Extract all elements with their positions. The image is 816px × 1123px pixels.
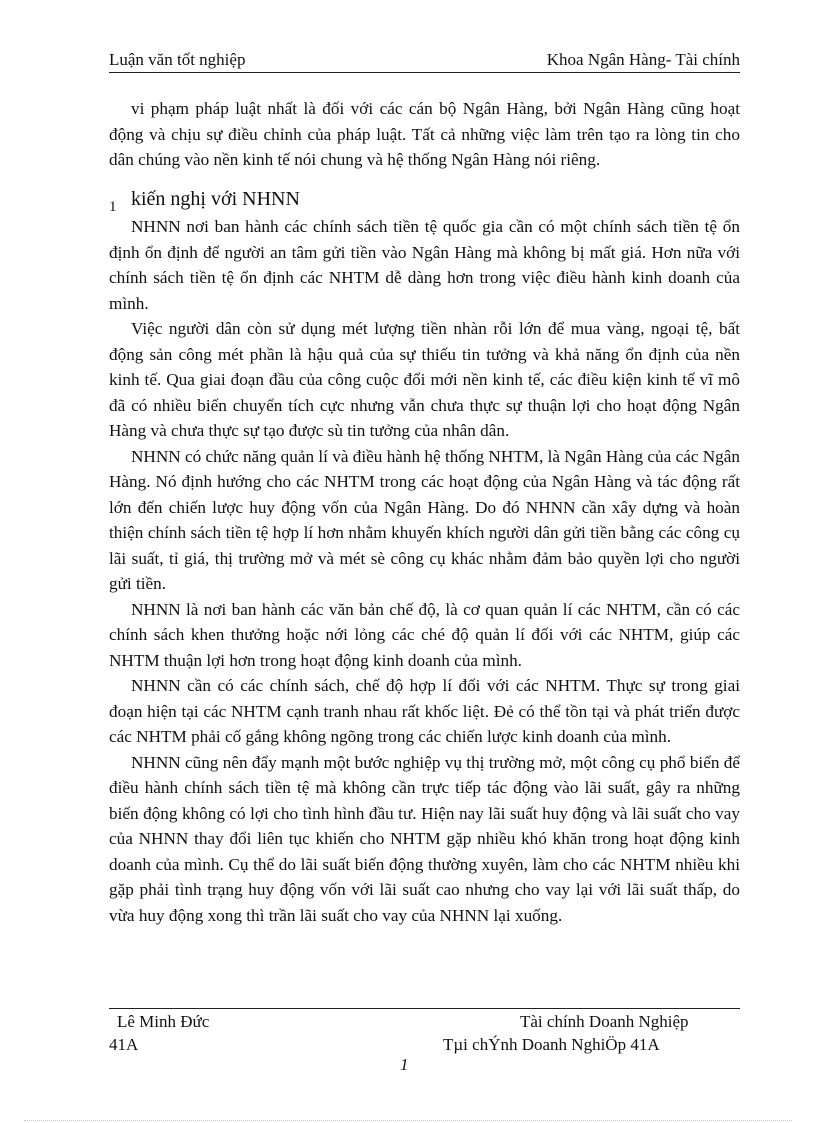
intro-paragraph: vi phạm pháp luật nhất là đối với các cán bộ Ngân Hàng, bởi Ngân Hàng cũng hoạt động và chịu sự điều chỉnh của pháp luật. Tất cả những việc làm trên tạo ra lòng tin cho dân chúng vào nền kinh tế nói chung và hệ thống Ngân Hàng nói riêng. [109,99,740,169]
footer-department: Tài chính Doanh Nghiệp [520,1012,689,1031]
body-paragraph: NHNN là nơi ban hành các văn bản chế độ, là cơ quan quản lí các NHTM, cần có các chính sách khen thưởng hoặc nới lỏng các ché độ quản lí đối với các NHTM, giúp các NHTM thuận lợi hơn trong hoạt động kinh doanh của mình. [109,599,740,670]
footer-divider [109,1008,740,1009]
body-paragraph: NHNN cũng nên đẩy mạnh một bước nghiệp vụ thị trường mở, một công cụ phổ biến để điều hành chính sách tiền tệ mà không cần trực tiếp tác động vào lãi suất, gây ra những biến động không có lợi cho tình hình đầu tư. Hiện nay lãi suất huy động và lãi suất cho vay của NHNN thay đổi liên tục khiến cho NHTM gặp nhiều khó khăn trong hoạt động kinh doanh của mình. Cụ thể do lãi suất biến động thường xuyên, làm cho các NHTM nhiều khi gặp phải tình trạng huy động vốn với lãi suất cao nhưng cho vay lại với lãi suất thấp, do vừa huy động xong thì trần lãi suất cho vay của NHNN lại xuống. [109,752,740,925]
body-paragraph: NHNN cần có các chính sách, chế độ hợp lí đối với các NHTM. Thực sự trong giai đoạn hiện tại các NHTM cạnh tranh nhau rất khốc liệt. Đẻ có thể tồn tại và phát triển được các NHTM phải cố gắng không ngõng trong các chiến lược kinh doanh của mình. [109,676,740,746]
page-edge-divider [24,1120,792,1121]
body-paragraph: NHNN nơi ban hành các chính sách tiền tệ quốc gia cần có một chính sách tiền tệ ổn định ổn định để người an tâm gửi tiền vào Ngân Hàng mà không bị mất giá. Hơn nữa với chính sách tiền tệ ổn định các NHTM dễ dàng hơn trong việc điều hành kinh doanh của mình. [109,217,740,313]
page-number: 1 [400,1055,409,1074]
footer-author: Lê Minh Đức [117,1012,210,1031]
section-title: kiến nghị với NHNN [131,187,300,210]
section-heading [109,189,740,215]
body-paragraph: NHNN có chức năng quản lí và điều hành hệ thống NHTM, là Ngân Hàng của các Ngân Hàng. Nó định hướng cho các NHTM trong các hoạt động của Ngân Hàng và tác động rất lớn đến chiến lược huy động vốn của Ngân Hàng. Do đó NHNN cần xây dựng và hoàn thiện chính sách tiền tệ hợp lí hơn nhằm khuyến khích người dân gửi tiền bằng các công cụ lãi suất, tỉ giá, thị trường mở và mét sè công cụ khác nhằm đảm bảo quyền lợi cho người gửi tiền. [109,446,740,593]
body-paragraph: Việc người dân còn sử dụng mét lượng tiền nhàn rỗi lớn để mua vàng, ngoại tệ, bất động sản công mét phần là hậu quả của sự thiếu tin tưởng và khả năng ổn định của nền kinh tế. Qua giai đoạn đầu của công cuộc đổi mới nền kinh tế, các điều kiện kinh tế vĩ mô đã có nhiều biến chuyển tích cực nhưng vẫn chưa thực sự thuận lợi cho hoạt động Ngân Hàng và chưa thực sự tạo được sù tin tưởng của nhân dân. [109,319,740,440]
footer-department-class: Tµi chÝnh Doanh NghiÖp 41A [443,1035,660,1054]
document-body [109,96,740,928]
header-divider [109,72,740,73]
footer-class: 41A [109,1035,139,1054]
header-thesis-label: Luận văn tốt nghiệp [109,50,246,69]
section-number: 1 [109,198,117,215]
header-faculty-label: Khoa Ngân Hàng- Tài chính [546,50,740,69]
